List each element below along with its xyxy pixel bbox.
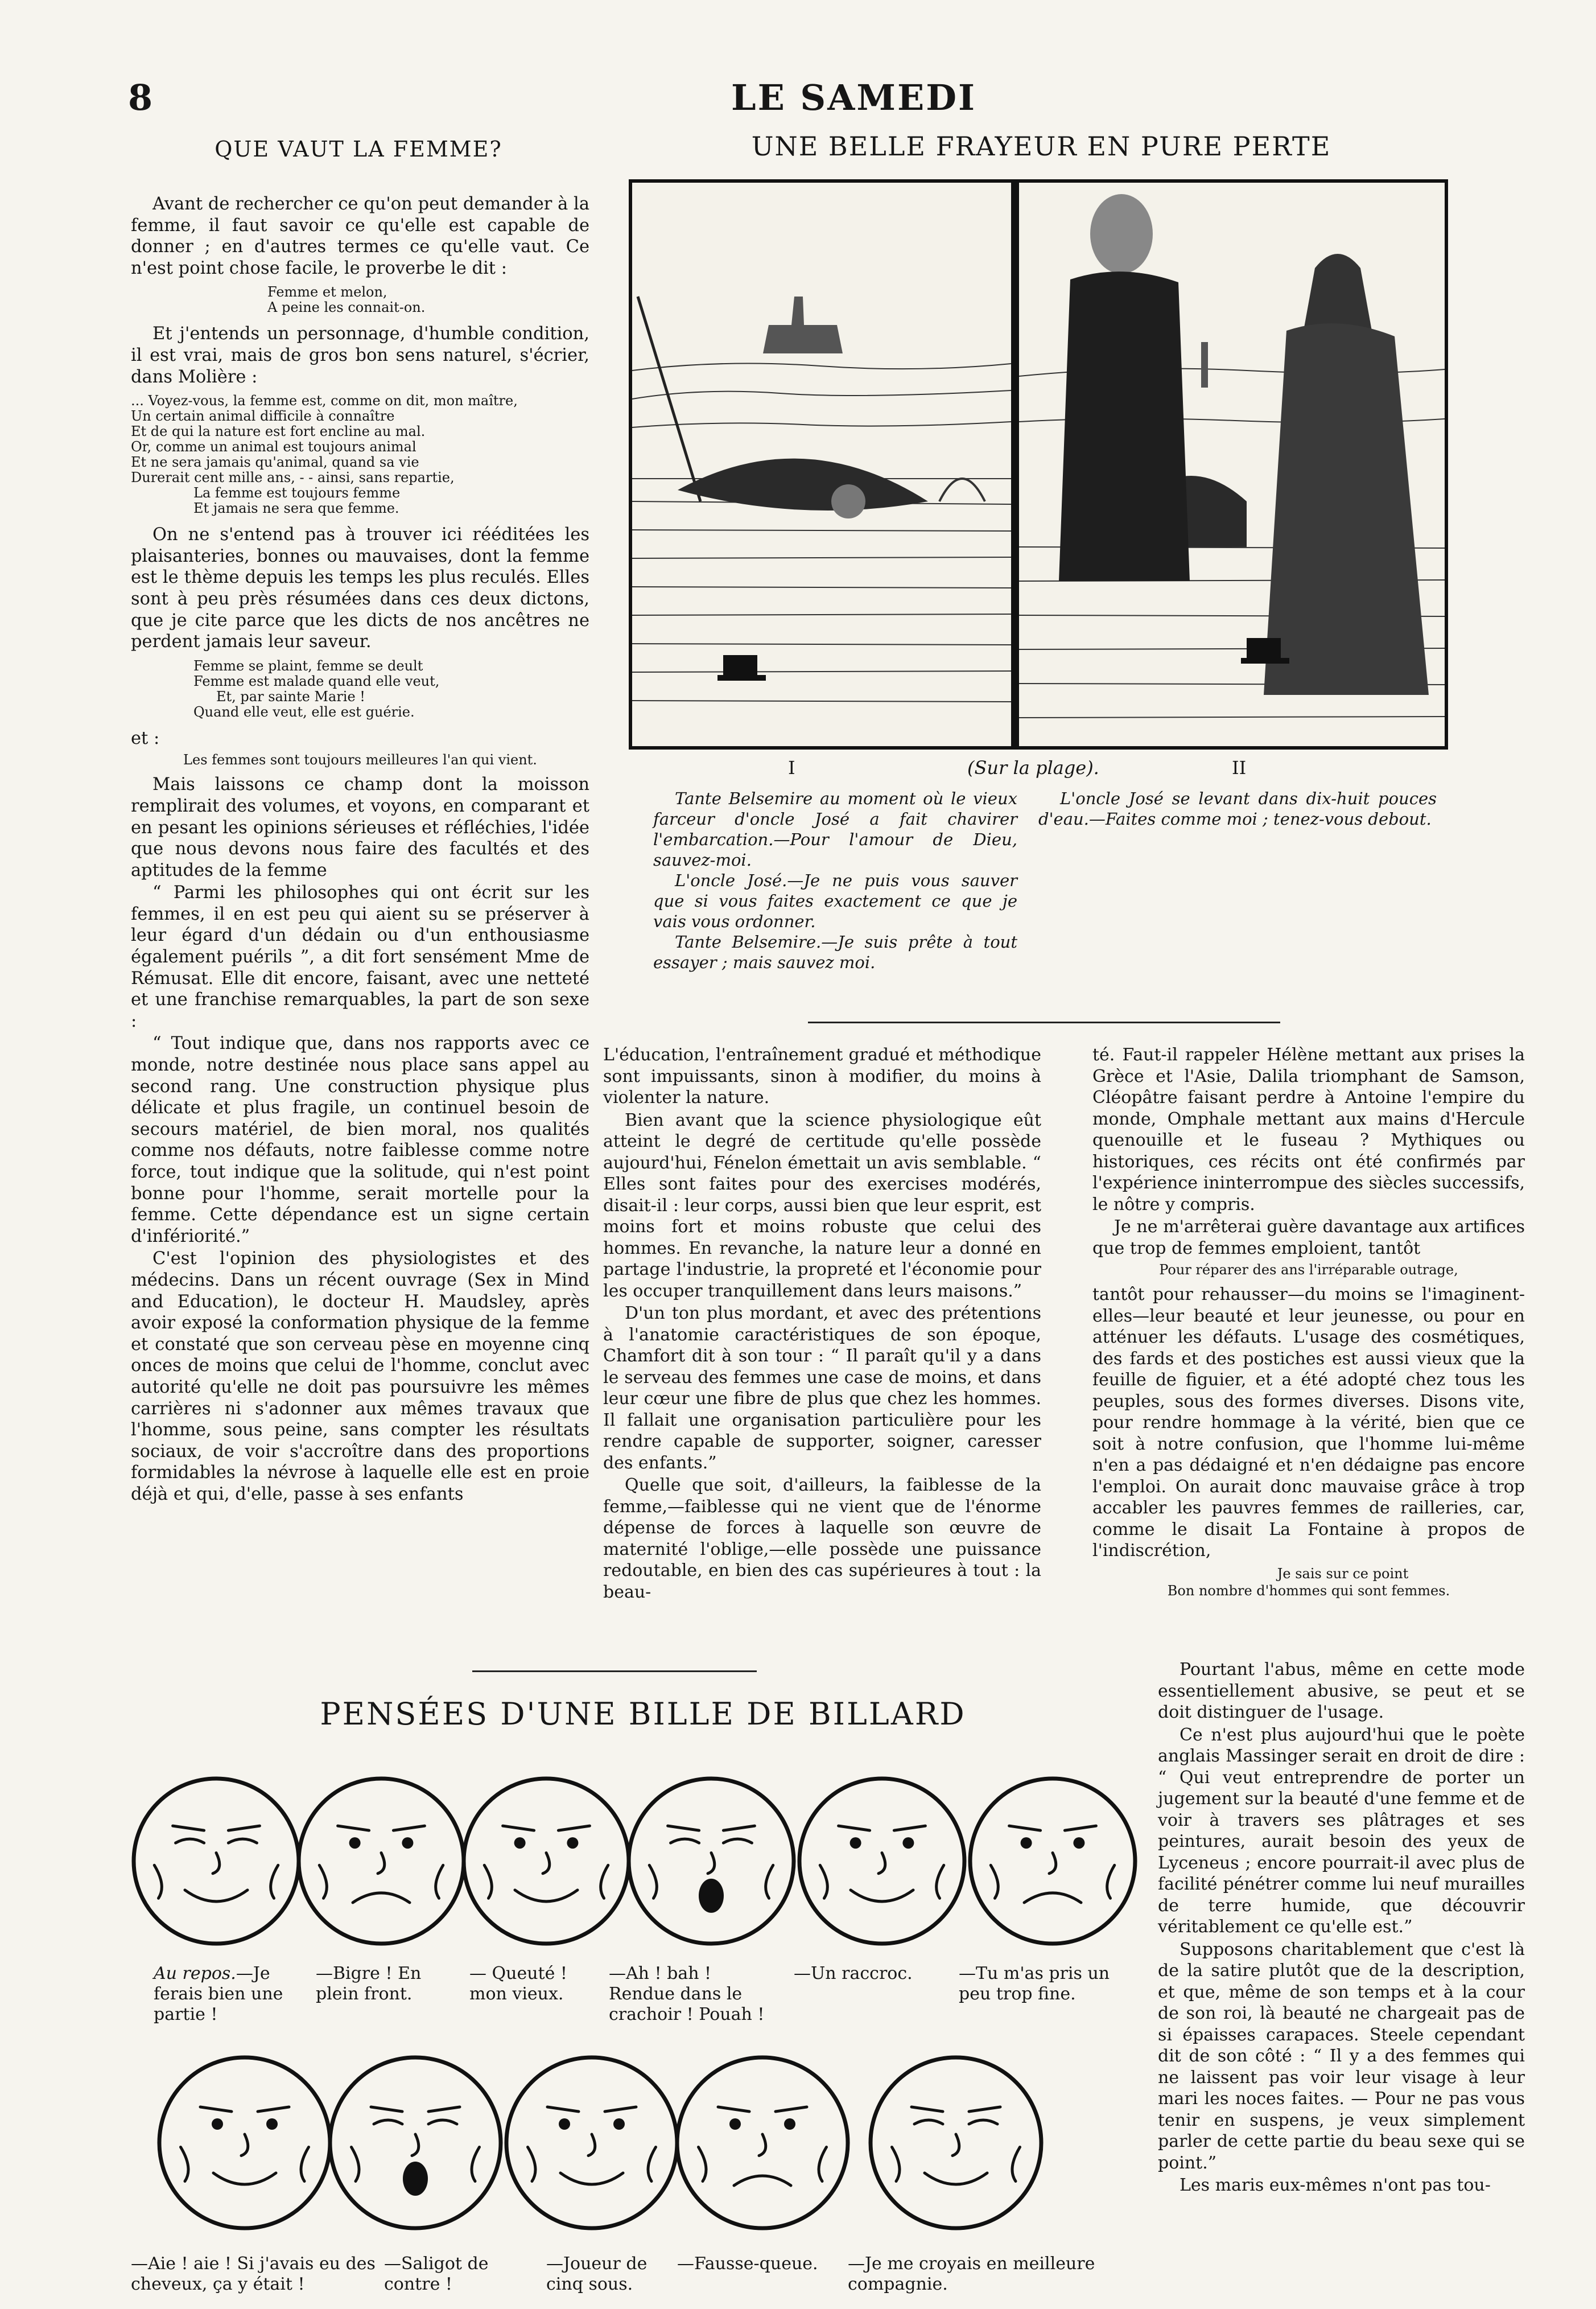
billard-faces-row-one [131, 1742, 1149, 1969]
verse-line: Femme est malade quand elle veut, [193, 673, 440, 689]
billard-caption: —Aie ! aie ! Si j'avais eu des cheveux, ça y était ! [131, 2254, 376, 2294]
caption-paragraph: Tante Belsemire.—Je suis prête à tout essayer ; mais sauvez moi. [653, 932, 1017, 972]
scene-label: (Sur la plage). [967, 757, 1099, 779]
section-rule [808, 1022, 1280, 1023]
billard-title: PENSÉES D'UNE BILLE DE BILLARD [320, 1696, 966, 1732]
right-column-top [1092, 1044, 1525, 1605]
billiard-ball-face-icon [159, 2057, 330, 2228]
verse-line: Femme et melon, [267, 284, 387, 301]
paragraph: Je ne m'arrêterai guère davantage aux artifices que trop de femmes emploient, tantôt [1092, 1217, 1525, 1258]
paragraph: Avant de rechercher ce qu'on peut demander à la femme, il faut savoir ce qu'elle est capable de donner ; en d'autres termes ce qu'elle vaut. Ce n'est point chose facile, le proverbe le dit : [131, 194, 589, 278]
paragraph: “ Tout indique que, dans nos rapports avec ce monde, notre destinée nous place sans appel au second rang. Une construction physique plus délicate et plus fragile, un continuel besoin de secours matériel, de bien moral, nos qualités comme nos défauts, notre faiblesse comme notre force, tout indique que la solitude, qui n'est point bonne pour l'homme, serait mortelle pour la femme. Cette dépendance est un signe certain d'infériorité.” [131, 1034, 589, 1246]
billard-caption: Au repos.—Je ferais bien une partie ! [154, 1964, 283, 2024]
verse-line: Durerait cent mille ans, - - ainsi, sans repartie, [131, 470, 455, 486]
left-article-title: QUE VAUT LA FEMME? [215, 137, 502, 162]
billiard-ball-face-icon [330, 2057, 501, 2228]
verse-line: Or, comme un animal est toujours animal [131, 439, 416, 455]
paragraph: Et j'entends un personnage, d'humble condition, il est vrai, mais de gros bon sens naturel, s'écrier, dans Molière : [131, 324, 589, 387]
paragraph: L'éducation, l'entraînement gradué et méthodique sont impuissants, sinon à modifier, du moins à violenter la nature. [603, 1045, 1041, 1108]
section-rule [472, 1670, 757, 1672]
billiard-ball-face-icon [299, 1779, 464, 1944]
caption-one [653, 788, 1017, 973]
billard-caption: —Bigre ! En plein front. [316, 1964, 422, 2004]
verse-line: Un certain animal difficile à connaître [131, 408, 395, 425]
paragraph: Mais laissons ce champ dont la moisson remplirait des volumes, et voyons, en comparant et en pesant les opinions sérieuses et réfléchies, l'idée que nous devons nous faire des facultés et des aptitudes de la femme [131, 775, 589, 880]
paragraph: Supposons charitablement que c'est là de la satire plutôt que de la description, et que, même de son temps et à la cour de son roi, là beauté ne chargeait pas de si épaisses carapaces. Steele cependant dit de son côté : “ Il y a des femmes qui ne laissent pas voir leur visage à leur mari les noces faites. — Pour ne pas vous tenir en suspens, je veux simplement parler de cette partie du beau sexe qui se point.” [1158, 1939, 1525, 2173]
proverb-verse [131, 285, 589, 315]
paragraph: Les maris eux-mêmes n'ont pas tou- [1180, 2175, 1491, 2195]
dicton-verse [131, 658, 589, 720]
billiard-ball-face-icon [464, 1779, 629, 1944]
verse-line: A peine les connait-on. [267, 299, 426, 316]
cartoon-title: UNE BELLE FRAYEUR EN PURE PERTE [751, 131, 1331, 162]
billiard-ball-face-icon [871, 2057, 1041, 2228]
verse-line: La femme est toujours femme [193, 485, 401, 501]
billiard-ball-face-icon [506, 2057, 677, 2228]
billiard-ball-face-icon [629, 1779, 794, 1944]
panel-divider [1011, 183, 1019, 746]
cartoon-illustration [632, 183, 1445, 746]
paragraph: C'est l'opinion des physiologistes et des médecins. Dans un récent ouvrage (Sex in Mind and Education), le docteur H. Maudsley, après avoir exposé la conformation physique de la femme et constaté que son cerveau pèse en moyenne cinq onces de moins que celui de l'homme, conclut avec autorité qu'elle ne doit pas poursuivre les mêmes carrières ni s'adonner aux mêmes travaux que l'homme, sous peine, sans compter les résultats sociaux, de voir s'accroître dans des proportions formidables la névrose à laquelle elle est en proie déjà et qui, d'elle, passe à ses enfants [131, 1249, 589, 1504]
billard-caption: —Un raccroc. [794, 1964, 913, 1983]
billard-caption: —Ah ! bah ! Rendue dans le crachoir ! Pouah ! [609, 1964, 765, 2024]
billiard-ball-face-icon [970, 1779, 1135, 1944]
cartoon-frame [629, 179, 1448, 750]
billard-caption: —Saligot de contre ! [384, 2254, 489, 2294]
panel-one-label: I [788, 757, 795, 779]
panel-two-label: II [1232, 757, 1247, 779]
caption-paragraph: L'oncle José se levant dans dix-huit pouces d'eau.—Faites comme moi ; tenez-vous debout. [1038, 789, 1437, 829]
verse-line: Et ne sera jamais qu'animal, quand sa vie [131, 454, 419, 471]
left-column [131, 194, 589, 1507]
paragraph: On ne s'entend pas à trouver ici rééditées les plaisanteries, bonnes ou mauvaises, dont la femme est le thème depuis les temps les plus reculés. Elles sont à peu près résumées dans ces deux dictons, que je cite parce que les dicts de nos ancêtres ne perdent jamais leur saveur. [131, 525, 589, 652]
paragraph: “ Parmi les philosophes qui ont écrit sur les femmes, il en est peu qui aient su se préserver à leur égard d'un dédain ou d'un enthousiasme également puérils ”, a dit fort sensément Mme de Rémusat. Elle dit encore, faisant, avec une netteté et une franchise remarquables, la part de son sexe : [131, 883, 589, 1031]
paragraph: tantôt pour rehausser—du moins se l'imaginent-elles—leur beauté et leur jeunesse, ou pour en atténuer les défauts. L'usage des cosmétiques, des fards et des postiches est aussi vieux que la feuille de figuier, et a été adopté chez tous les peuples, sous des formes diverses. Disons vite, pour rendre hommage à la vérité, bien que ce soit à notre confusion, que l'homme lui-même n'en a pas dédaigné et n'en dédaigne pas encore l'emploi. On aurait donc mauvaise grâce à trop accabler les pauvres femmes de railleries, car, comme le disait La Fontaine à propos de l'indiscrétion, [1092, 1285, 1525, 1561]
quote-line: Je sais sur ce point [1277, 1565, 1409, 1582]
billard-captions-row-two [131, 2254, 1155, 2305]
paragraph: té. Faut-il rappeler Hélène mettant aux prises la Grèce et l'Asie, Dalila triomphant de Samson, Cléopâtre faisant perdre à Antoine l'empire du monde, Omphale mettant aux mains d'Hercule quenouille et le fuseau ? Mythiques ou historiques, ces récits ont été confirmés par l'expérience ininterrompue des siècles successifs, le nôtre y compris. [1092, 1045, 1525, 1215]
panel-one-drawing [632, 183, 1011, 746]
verse-line: Femme se plaint, femme se deult [193, 657, 423, 674]
billiard-ball-face-icon [134, 1779, 299, 1944]
billard-caption: —Tu m'as pris un peu trop fine. [959, 1964, 1110, 2004]
quote-lafontaine [1092, 1565, 1525, 1599]
quote-racine: Pour réparer des ans l'irréparable outrage, [1159, 1262, 1458, 1278]
page-number: 8 [128, 77, 153, 118]
billard-caption: —Joueur de cinq sous. [546, 2254, 648, 2294]
verse-line: Et de qui la nature est fort encline au mal. [131, 423, 426, 440]
verse-line: Et, par sainte Marie ! [216, 688, 365, 705]
billiard-ball-face-icon [799, 1779, 964, 1944]
paragraph: Pourtant l'abus, même en cette mode essentiellement abusive, se peut et se doit distinguer de l'usage. [1158, 1660, 1525, 1722]
quote-line: Bon nombre d'hommes qui sont femmes. [1167, 1582, 1450, 1599]
billard-caption: —Fausse-queue. [677, 2254, 818, 2274]
caption-paragraph: L'oncle José.—Je ne puis vous sauver que si vous faites exactement ce que je vais vous ordonner. [653, 871, 1017, 931]
masthead: LE SAMEDI [731, 77, 976, 118]
right-column-bottom [1158, 1659, 1525, 2197]
caption-two [1038, 788, 1437, 829]
verse-line: Quand elle veut, elle est guérie. [193, 703, 415, 720]
billiard-ball-face-icon [677, 2057, 848, 2228]
verse-line: Et jamais ne sera que femme. [193, 500, 399, 517]
paragraph: Bien avant que la science physiologique eût atteint le degré de certitude qu'elle possède aujourd'hui, Fénelon émettait un avis semblable. “ Elles sont faites pour des exercises modérés, disait-il : leur corps, aussi bien que leur esprit, est moins fort et moins robuste que celui des hommes. En revanche, la nature leur a donné en partage l'industrie, la propreté et l'économie pour les occuper tranquillement dans leurs maisons.” [603, 1110, 1041, 1301]
moliere-verse [131, 393, 589, 516]
panel-two-drawing [1019, 183, 1445, 746]
billard-caption: —Je me croyais en meilleure compagnie. [848, 2254, 1095, 2294]
verse-line: ... Voyez-vous, la femme est, comme on dit, mon maître, [131, 393, 518, 409]
billard-captions-row-one [154, 1964, 1144, 2043]
billard-faces-row-two [148, 2043, 1132, 2248]
paragraph: D'un ton plus mordant, et avec des prétentions à l'anatomie caractéristiques de son époque, Chamfort dit à son tour : “ Il paraît qu'il y a dans le serveau des femmes une case de moins, et dans leur cœur une fibre de plus que chez les hommes. Il fallait une organisation particulière pour les rendre capable de supporter, soigner, caresser des enfants.” [603, 1303, 1041, 1473]
billard-caption: — Queuté ! mon vieux. [469, 1964, 567, 2004]
dicton-quote: Les femmes sont toujours meilleures l'an qui vient. [183, 752, 537, 768]
middle-column [603, 1044, 1041, 1604]
paragraph: et : [131, 728, 160, 748]
caption-paragraph: Tante Belsemire au moment où le vieux farceur d'oncle José a fait chavirer l'embarcation.—Pour l'amour de Dieu, sauvez-moi. [653, 789, 1017, 870]
paragraph: Quelle que soit, d'ailleurs, la faiblesse de la femme,—faiblesse qui ne vient que de l'énorme dépense de forces à laquelle son œuvre de maternité l'oblige,—elle possède une puissance redoutable, en bien des cas supérieures à tout : la beau- [603, 1475, 1041, 1602]
paragraph: Ce n'est plus aujourd'hui que le poète anglais Massinger serait en droit de dire : “ Qui veut entreprendre de porter un jugement sur la beauté d'une femme et de voir à travers ses plâtrages et ses peintures, aurait besoin des yeux de Lyceneus ; encore pourrait-il avec plus de facilité pénétrer comme lui neuf murailles de terre humide, que découvrir véritablement ce qu'elle est.” [1158, 1724, 1525, 1937]
